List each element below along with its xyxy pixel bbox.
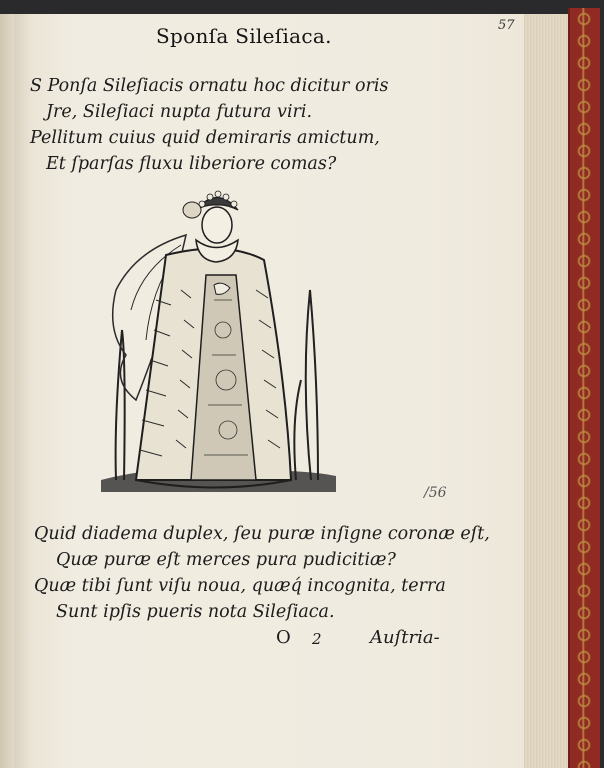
- page-title: Sponſa Sileſiaca.: [156, 24, 332, 48]
- margin-note: /56: [424, 485, 447, 501]
- verse-line-5: Quid diadema duplex, ſeu puræ inſigne coronæ eſt,: [34, 524, 490, 544]
- scan-background: [0, 0, 604, 14]
- signature-mark: O: [276, 627, 291, 648]
- verse-line-3: Pellitum cuius quid demiraris amictum,: [30, 128, 380, 148]
- verse-line-8: Sunt ipſis pueris nota Sileſiaca.: [56, 602, 335, 622]
- book-cover: [568, 8, 600, 768]
- catchword: Auſtria-: [370, 627, 440, 648]
- face: [202, 207, 232, 243]
- folio-number: 57: [498, 18, 515, 33]
- verse-line-4: Et ſparſas fluxu liberiore comas?: [46, 154, 337, 174]
- verse-line-7: Quæ tibi ſunt viſu noua, quæq́ incognita, terra: [34, 576, 446, 596]
- plant-right: [294, 290, 318, 480]
- verse-line-2: Jre, Sileſiaci nupta futura viri.: [46, 102, 313, 122]
- verse-line-6: Quæ puræ eſt merces pura pudicitiæ?: [56, 550, 396, 570]
- signature-number: 2: [312, 630, 322, 648]
- gilt-ornament: [574, 8, 594, 768]
- page-edges: [524, 14, 568, 768]
- woodcut-illustration: [96, 180, 346, 520]
- verse-line-1: S Ponſa Sileſiacis ornatu hoc dicitur oris: [30, 76, 389, 96]
